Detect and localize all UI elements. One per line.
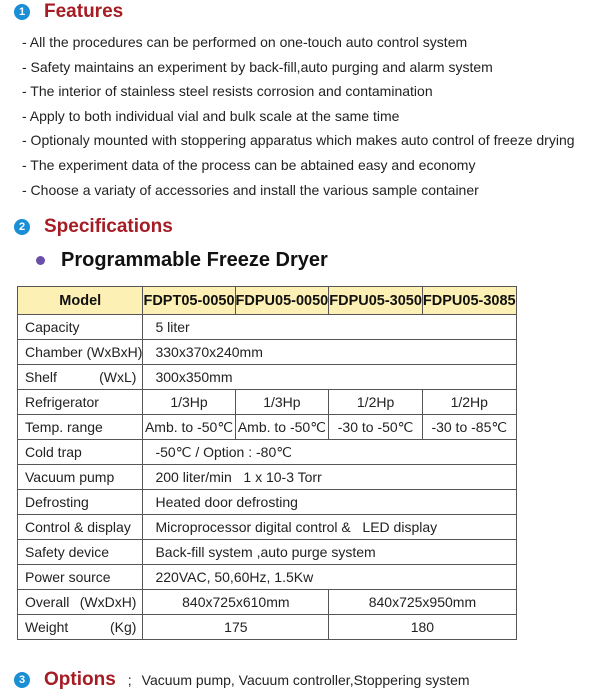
- options-section: [14, 669, 470, 691]
- row-value: 330x370x240mm: [143, 340, 516, 365]
- row-label: Chamber (WxBxH): [18, 340, 143, 365]
- row-label: Refrigerator: [18, 390, 143, 415]
- row-value: 220VAC, 50,60Hz, 1.5Kw: [143, 565, 516, 590]
- row-unit: (Kg): [110, 619, 137, 635]
- feature-item: - Apply to both individual vial and bulk scale at the same time: [22, 107, 400, 124]
- row-value: 175: [143, 615, 329, 640]
- spec-table: [17, 286, 517, 640]
- table-row: [18, 615, 517, 640]
- feature-item: - The experiment data of the process can be abtained easy and economy: [22, 156, 476, 173]
- header-cell: FDPT05-0050: [143, 287, 235, 315]
- feature-item: - The interior of stainless steel resists corrosion and contamination: [22, 83, 433, 100]
- row-value: Amb. to -50℃: [143, 415, 235, 440]
- row-value: 1/2Hp: [329, 390, 423, 415]
- options-separator: ;: [127, 672, 132, 688]
- row-label: Safety device: [18, 540, 143, 565]
- features-title: Features: [44, 1, 124, 22]
- feature-item: - All the procedures can be performed on one-touch auto control system: [22, 34, 468, 50]
- row-value: 5 liter: [143, 315, 516, 340]
- table-row: [18, 515, 517, 540]
- row-label: [18, 365, 143, 390]
- table-row: [18, 565, 517, 590]
- row-value: 180: [329, 615, 516, 640]
- row-value: 1/3Hp: [235, 390, 329, 415]
- row-value: 1/3Hp: [143, 390, 235, 415]
- row-label: [18, 615, 143, 640]
- row-label-text: Overall: [25, 594, 70, 610]
- row-label-text: Weight: [25, 619, 69, 635]
- row-value: Back-fill system ,auto purge system: [143, 540, 516, 565]
- table-row: [18, 490, 517, 515]
- number-2-icon: 2: [14, 219, 30, 235]
- specifications-heading: [14, 216, 173, 238]
- table-row: [18, 465, 517, 490]
- header-cell: Model: [18, 287, 143, 315]
- row-label: Temp. range: [18, 415, 143, 440]
- row-label: Defrosting: [18, 490, 143, 515]
- number-3-icon: 3: [14, 672, 30, 688]
- row-value: 840x725x950mm: [329, 590, 516, 615]
- table-row: [18, 315, 517, 340]
- feature-item: - Choose a variaty of accessories and install the various sample container: [22, 181, 479, 198]
- options-text: Vacuum pump, Vacuum controller,Stoppering system: [141, 672, 470, 688]
- table-row: [18, 365, 517, 390]
- row-value: 200 liter/min 1 x 10-3 Torr: [143, 465, 516, 490]
- table-row: [18, 390, 517, 415]
- header-cell: FDPU05-3050: [329, 287, 423, 315]
- options-title: Options: [44, 669, 116, 690]
- row-value: 840x725x610mm: [143, 590, 329, 615]
- row-label: Control & display: [18, 515, 143, 540]
- row-value: Microprocessor digital control & LED display: [143, 515, 516, 540]
- features-heading: [14, 1, 123, 23]
- row-label: Power source: [18, 565, 143, 590]
- row-unit: (WxDxH): [79, 594, 137, 610]
- row-value: -50℃ / Option : -80℃: [143, 440, 516, 465]
- table-row: [18, 440, 517, 465]
- row-label-text: Shelf: [25, 369, 57, 385]
- bullet-dot-icon: [36, 256, 45, 265]
- feature-item: - Optionaly mounted with stoppering apparatus which makes auto control of freeze drying: [22, 132, 575, 149]
- table-row: [18, 590, 517, 615]
- feature-item: - Safety maintains an experiment by back-fill,auto purging and alarm system: [22, 58, 493, 75]
- table-row: [18, 340, 517, 365]
- table-header-row: [18, 287, 517, 315]
- number-1-icon: 1: [14, 4, 30, 20]
- table-row: [18, 540, 517, 565]
- row-label: Vacuum pump: [18, 465, 143, 490]
- row-value: Amb. to -50℃: [235, 415, 329, 440]
- specifications-title: Specifications: [44, 216, 173, 237]
- header-cell: FDPU05-0050: [235, 287, 329, 315]
- row-unit: (WxL): [99, 369, 137, 385]
- row-value: -30 to -50℃: [329, 415, 423, 440]
- row-label: Capacity: [18, 315, 143, 340]
- features-list: [22, 30, 575, 202]
- product-heading: [36, 249, 328, 272]
- row-value: 1/2Hp: [422, 390, 516, 415]
- row-label: Cold trap: [18, 440, 143, 465]
- header-cell: FDPU05-3085: [422, 287, 516, 315]
- row-label: [18, 590, 143, 615]
- row-value: Heated door defrosting: [143, 490, 516, 515]
- row-value: 300x350mm: [143, 365, 516, 390]
- product-title: Programmable Freeze Dryer: [61, 249, 328, 271]
- table-row: [18, 415, 517, 440]
- row-value: -30 to -85℃: [422, 415, 516, 440]
